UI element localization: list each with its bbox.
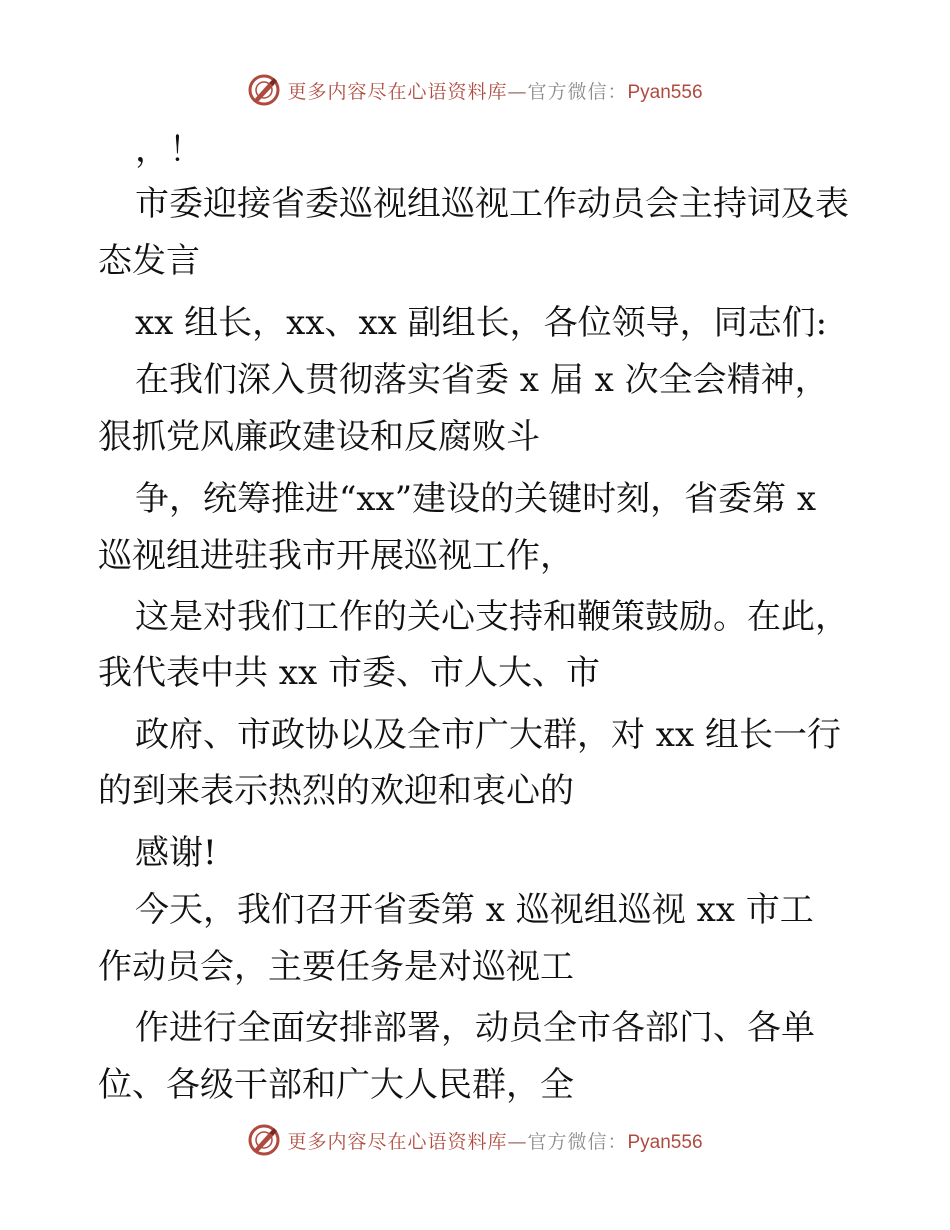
text-line: 这是对我们工作的关心支持和鞭策鼓励。在此，	[135, 597, 849, 637]
text-line: 巡视组进驻我市开展巡视工作，	[98, 536, 574, 576]
header-text	[287, 77, 702, 104]
footer-text	[287, 1127, 702, 1154]
text-line: 态发言	[98, 241, 200, 281]
footer-slogan: 更多内容尽在心语资料库	[287, 1130, 508, 1153]
header-wechat-id: Pyan556	[627, 81, 703, 103]
text-line: 在我们深入贯彻落实省委 x 届 x 次全会精神，	[135, 360, 829, 400]
text-line: ，！	[135, 130, 203, 170]
text-line: 作动员会，主要任务是对巡视工	[98, 947, 574, 987]
text-line: 的到来表示热烈的欢迎和衷心的	[98, 771, 574, 811]
footer-dash: —	[507, 1130, 528, 1153]
header-banner	[0, 72, 950, 108]
footer-banner	[0, 1122, 950, 1158]
text-line: 作进行全面安排部署，动员全市各部门、各单	[135, 1008, 815, 1048]
header-slogan: 更多内容尽在心语资料库	[287, 80, 508, 103]
text-line: 狠抓党风廉政建设和反腐败斗	[98, 417, 540, 457]
footer-wechat-label: 官方微信：	[527, 1130, 628, 1153]
text-line: 我代表中共 xx 市委、市人大、市	[98, 653, 600, 693]
header-dash: —	[507, 80, 528, 103]
pen-seal-icon	[247, 1123, 281, 1157]
text-line: 政府、市政协以及全市广大群，对 xx 组长一行	[135, 715, 841, 755]
header-wechat-label: 官方微信：	[527, 80, 628, 103]
text-line: 今天，我们召开省委第 x 巡视组巡视 xx 市工	[135, 890, 814, 930]
footer-wechat-id: Pyan556	[627, 1131, 703, 1153]
text-line: xx 组长，xx、xx 副组长，各位领导，同志们:	[135, 303, 828, 343]
text-line: 市委迎接省委巡视组巡视工作动员会主持词及表	[135, 184, 849, 224]
text-line: 争，统筹推进“xx”建设的关键时刻，省委第 x	[135, 479, 817, 519]
text-line: 感谢!	[135, 833, 217, 873]
pen-seal-icon	[247, 73, 281, 107]
text-line: 位、各级干部和广大人民群，全	[98, 1065, 574, 1105]
